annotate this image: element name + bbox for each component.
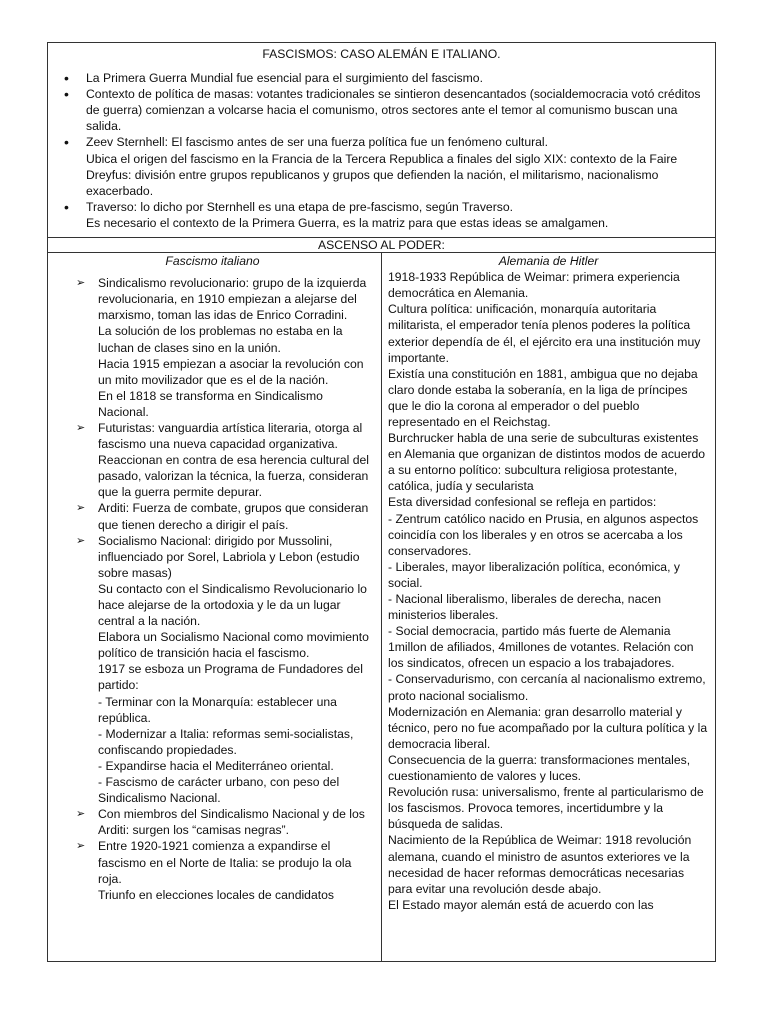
paragraph: Cultura política: unificación, monarquía autoritaria militarista, el emperador tenía plenos poderes la política exterior dependía de él, el ejército era una institución muy importante. — [388, 302, 701, 365]
intro-cell — [48, 43, 716, 238]
german-column — [382, 253, 716, 962]
list-item: ➢ Sindicalismo revolucionario: grupo de la izquierda revolucionaria, en 1910 empiezan a alejarse del marxismo, toman las idas de Enrico Corradini. La solución de los problemas no estaba en la luchan de clases sino en la unión. Hacia 1915 empiezan a asociar la revolución con un mito movilizador que es el de la nación. En el 1818 se transforma en Sindicalismo Nacional. — [98, 275, 377, 420]
section-title: ASCENSO AL PODER: — [48, 238, 716, 253]
paragraph: Burchrucker habla de una serie de subculturas existentes en Alemania que organizan de distintos modos de acuerdo a su entorno político: subcultura religiosa protestante, católica, judía y secularista — [388, 431, 706, 494]
list-item: ➢ Futuristas: vanguardia artística literaria, otorga al fascismo una nueva capacidad organizativa. Reaccionan en contra de esa herencia cultural del pasado, valorizan la técnica, la fuerza, consideran que la guerra permite depurar. — [98, 420, 377, 500]
paragraph: Modernización en Alemania: gran desarrollo material y técnico, pero no fue acompañado por la cultura política y la democracia liberal. — [388, 704, 708, 751]
paragraph: 1918-1933 República de Weimar: primera experiencia democrática en Alemania. — [388, 270, 680, 301]
italy-arrow-list — [48, 275, 377, 903]
list-item: ➢ Socialismo Nacional: dirigido por Mussolini, influenciado por Sorel, Labriola y Lebon (estudio sobre masas) Su contacto con el Sindicalismo Revolucionario lo hace alejarse de la ortodoxia y le da un lugar central a la nación. Elabora un Socialismo Nacional como movimiento político de transición hacia el fascismo. 1917 se esboza un Programa de Fundadores del partido: - Terminar con la Monarquía: establecer una república. - Modernizar a Italia: reformas semi-socialistas, confiscando propiedades. - Expandirse hacia el Mediterráneo oriental. - Fascismo de carácter urbano, con peso del Sindicalismo Nacional. — [98, 533, 377, 807]
paragraph: - Zentrum católico nacido en Prusia, en algunos aspectos coincidía con los liberales y en otros se acercaba a los conservadores. — [388, 511, 699, 558]
paragraph: Existía una constitución en 1881, ambigua que no dejaba claro donde estaba la soberanía, en la liga de príncipes que le dio la corona al emperador o del pueblo representado en el Reichstag. — [388, 366, 698, 429]
intro-bullet: • Traverso: lo dicho por Sternhell es una etapa de pre-fascismo, según Traverso. Es necesario el contexto de la Primera Guerra, es la matriz para que estas ideas se amalgamen. — [86, 199, 709, 231]
intro-bullet: • Zeev Sternhell: El fascismo antes de ser una fuerza política fue un fenómeno cultural. Ubica el origen del fascismo en la Francia de la Tercera Republica a finales del siglo XIX: contexto de la Faire Dreyfus: división entre grupos republicanos y grupos que defienden la nación, el militarismo, nacionalismo exacerbado. — [86, 134, 709, 198]
list-item: ➢ Arditi: Fuerza de combate, grupos que consideran que tienen derecho a dirigir el país. — [98, 500, 377, 532]
list-item: ➢ Entre 1920-1921 comienza a expandirse el fascismo en el Norte de Italia: se produjo la ola roja. Triunfo en elecciones locales de candidatos — [98, 838, 377, 902]
paragraph: - Nacional liberalismo, liberales de derecha, nacen ministerios liberales. — [388, 592, 662, 623]
paragraph: Esta diversidad confesional se refleja en partidos: — [388, 495, 657, 510]
list-item: ➢ Con miembros del Sindicalismo Nacional y de los Arditi: surgen los “camisas negras”. — [98, 806, 377, 838]
document-title: FASCISMOS: CASO ALEMÁN E ITALIANO. — [262, 47, 501, 61]
document-page — [47, 42, 715, 962]
intro-bullet: • Contexto de política de masas: votantes tradicionales se sintieron desencantados (socialdemocracia votó créditos de guerra) comienzan a volcarse hacia el comunismo, otros sectores ante el temor al comunismo buscan una salida. — [86, 86, 709, 134]
paragraph: Consecuencia de la guerra: transformaciones mentales, cuestionamiento de valores y luces. — [388, 752, 691, 784]
italian-fascism-column — [48, 253, 382, 962]
paragraph: Nacimiento de la República de Weimar: 1918 revolución alemana, cuando el ministro de asuntos exteriores ve la necesidad de hacer reformas democráticas necesarias para evitar una revolución desde abajo. — [388, 833, 692, 896]
paragraph: Revolución rusa: universalismo, frente al particularismo de los fascismos. Provoca temores, incertidumbre y la búsqueda de salidas. — [388, 785, 704, 832]
paragraph: - Liberales, mayor liberalización política, económica, y social. — [388, 559, 680, 590]
intro-bullet: • La Primera Guerra Mundial fue esencial para el surgimiento del fascismo. — [86, 70, 709, 86]
paragraph: - Conservadurismo, con cercanía al nacionalismo extremo, proto nacional socialismo. — [388, 672, 706, 703]
paragraph: - Social democracia, partido más fuerte de Alemania 1millon de afiliados, 4millones de votantes. Relación con los sindicatos, ofrecen un espacio a los trabajadores. — [388, 624, 694, 671]
paragraph: El Estado mayor alemán está de acuerdo con las — [388, 897, 654, 912]
notes-table — [47, 42, 716, 962]
column-heading-germany: Alemania de Hitler — [498, 254, 599, 269]
intro-bullet-list — [48, 70, 715, 231]
column-heading-italy: Fascismo italiano — [165, 254, 260, 269]
